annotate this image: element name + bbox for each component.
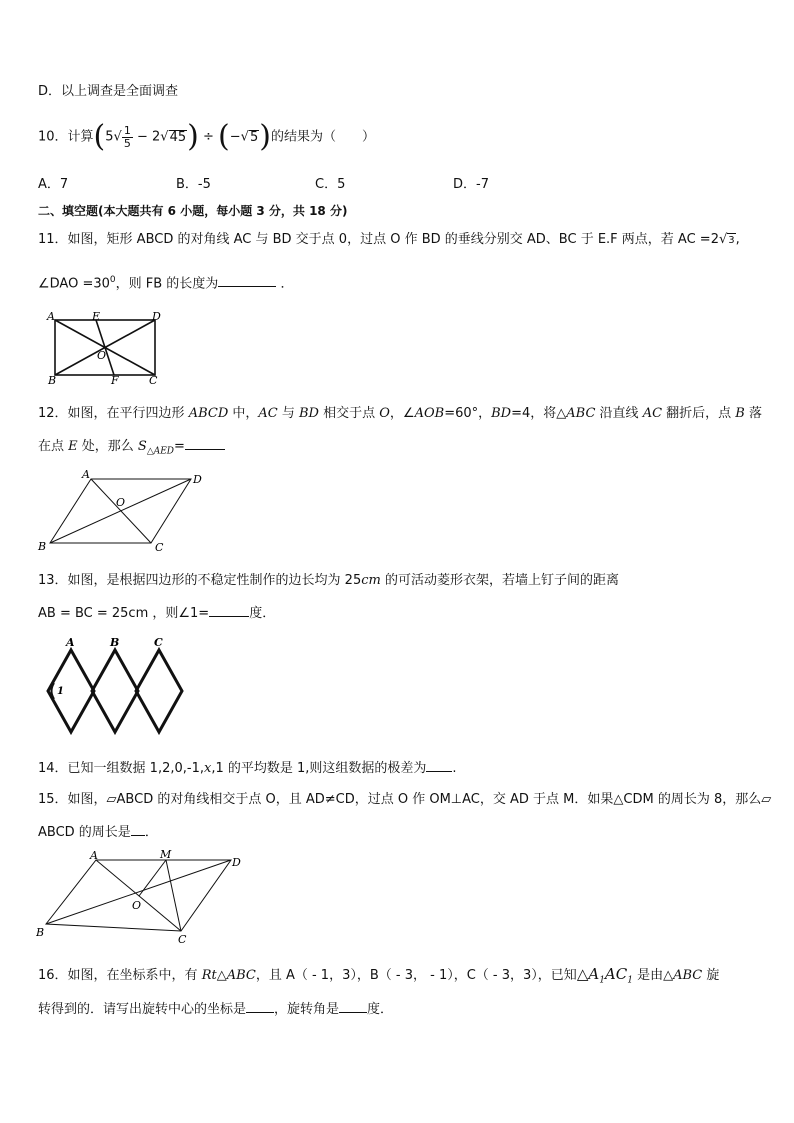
q15-label-m: M: [160, 848, 172, 861]
q12-label-c: C: [155, 541, 164, 554]
q15-parallelogram-figure: [36, 848, 256, 948]
q13-answer-blank[interactable]: [209, 604, 249, 617]
q15-line2: ABCD 的周长是 ．: [38, 825, 158, 840]
q10-fraction: $\frac{1}{5}$: [123, 123, 131, 150]
q10-suffix: 的结果为（ ）: [270, 129, 375, 145]
q14-question: 14．已知一组数据 1,2,0,-1,x,1 的平均数是 1,则这组数据的极差为 .: [38, 761, 457, 776]
q16-line2: 转得到的．请写出旋转中心的坐标是 ，旋转角是 度．: [38, 1002, 394, 1017]
q11-label-f: F: [111, 374, 119, 387]
q11-rectangle-figure: [40, 310, 170, 388]
q12-line2: 在点 E 处，那么 $S_{\triangle AED}=$: [38, 437, 225, 461]
q11-answer-blank[interactable]: [218, 274, 276, 287]
q15-answer-blank[interactable]: [131, 823, 145, 836]
q14-answer-blank[interactable]: [426, 759, 452, 772]
q13-label-c: C: [154, 636, 163, 649]
q11-label-b: B: [48, 374, 57, 387]
q10-option-d: D．-7: [453, 177, 489, 192]
q13-line2: AB = BC = 25cm ，则∠1= 度．: [38, 606, 276, 621]
q15-line1: 15．如图，▱ABCD 的对角线相交于点 O，且 AD≠CD，过点 O 作 OM⊥AC，交 AD 于点 M．如果△CDM 的周长为 8，那么▱: [38, 792, 772, 807]
q12-label-a: A: [82, 468, 90, 481]
q16-center-blank[interactable]: [246, 1000, 274, 1013]
q12-label-b: B: [38, 540, 47, 553]
q12-line1: 12．如图，在平行四边形 ABCD 中，AC 与 BD 相交于点 O，∠AOB=60°，BD=4，将△ABC 沿直线 AC 翻折后，点 B 落: [38, 406, 762, 421]
q13-label-angle-1: 1: [57, 686, 64, 697]
q15-label-d: D: [232, 856, 241, 869]
q10-option-c: C．5: [315, 177, 346, 192]
section-header: 二、填空题(本大题共有 6 小题，每小题 3 分，共 18 分): [38, 204, 348, 218]
q11-line2: ∠DAO $=30^0$，则 FB 的长度为 ．: [38, 275, 294, 292]
q11-label-c: C: [149, 374, 158, 387]
q10-question: 10．计算(5√ $\frac{1}{5}$ − 2√45) ÷ (−√5)的结果为（ ）: [38, 119, 375, 154]
q12-label-d: D: [193, 473, 202, 486]
q13-label-b: B: [110, 636, 120, 649]
q9-option-d: D．以上调查是全面调查: [38, 84, 179, 99]
q15-label-o: O: [132, 899, 142, 912]
q16-line1: 16．如图，在坐标系中，有 Rt△ABC，且 A（ - 1，3），B（ - 3， - 1），C（ - 3，3），已知$\triangle A_1AC_1$ 是由△ABC 旋: [38, 965, 720, 986]
q13-line1: 13．如图，是根据四边形的不稳定性制作的边长均为 25cm 的可活动菱形衣架，若墙上钉子间的距离: [38, 573, 619, 588]
q12-label-o: O: [116, 496, 126, 509]
q15-label-c: C: [178, 933, 187, 946]
q15-label-b: B: [36, 926, 45, 939]
q10-option-a: A．7: [38, 177, 69, 192]
q10-option-b: B．-5: [176, 177, 211, 192]
q11-label-o: O: [97, 349, 107, 362]
q11-label-d: D: [152, 310, 161, 323]
q16-angle-blank[interactable]: [339, 1000, 367, 1013]
q12-answer-blank[interactable]: [185, 437, 225, 450]
q13-hanger-figure: [36, 636, 196, 736]
q11-line1: 11．如图，矩形 ABCD 的对角线 AC 与 BD 交于点 0，过点 O 作 BD 的垂线分别交 AD、BC 于 E.F 两点，若 AC =2√3,: [38, 232, 740, 247]
q11-label-a: A: [47, 310, 55, 323]
q12-parallelogram-figure: [36, 466, 216, 558]
q15-label-a: A: [90, 849, 98, 862]
q11-label-e: E: [92, 310, 101, 323]
q10-prefix: 10．计算: [38, 129, 94, 145]
q13-label-a: A: [66, 636, 75, 649]
